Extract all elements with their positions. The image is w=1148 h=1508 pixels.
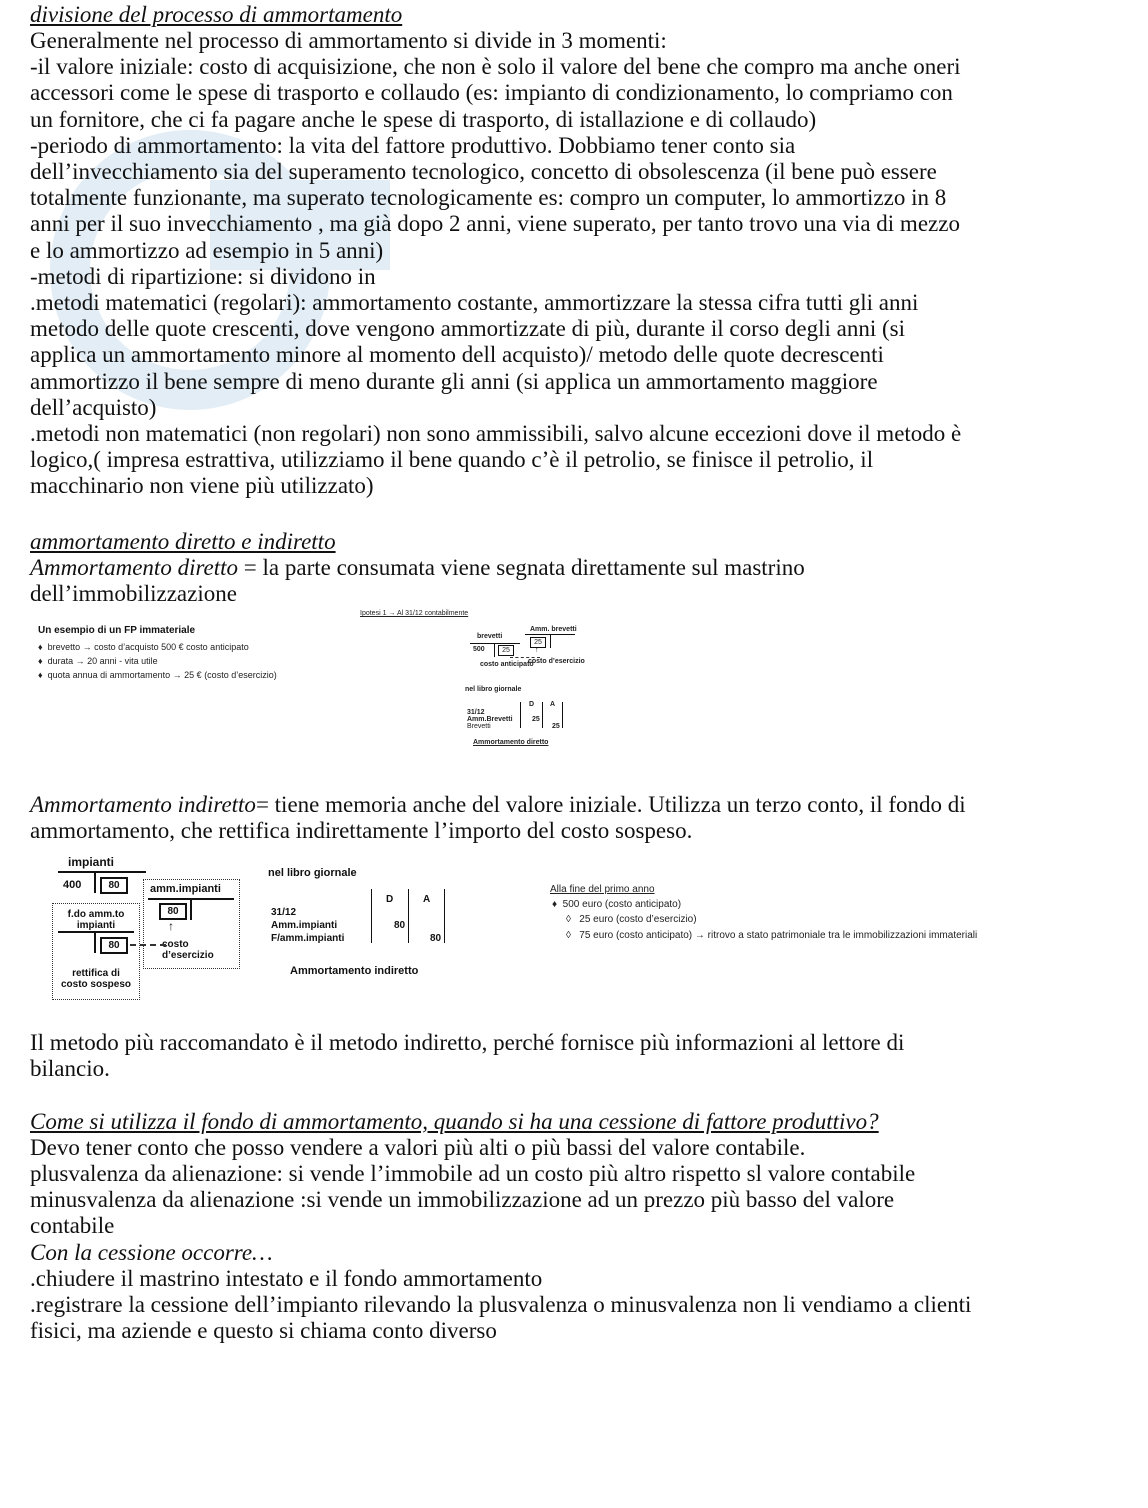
fig2-fondo: f.do amm.to impianti bbox=[67, 909, 125, 931]
fig2-amm-vline bbox=[190, 898, 192, 920]
fig1-vline2 bbox=[542, 702, 543, 728]
section1-line: .metodi matematici (regolari): ammortamento costante, ammortizzare la stessa cifra tutti gli anni bbox=[30, 290, 919, 316]
fig1-v25b: 25 bbox=[530, 637, 546, 648]
fig2-fondo-vline bbox=[94, 931, 96, 953]
indirect-def: = tiene memoria anche del valore iniziale. Utilizza un terzo conto, il fondo di bbox=[255, 792, 966, 817]
fig1-row2-a: 25 bbox=[552, 723, 560, 730]
fig2-v80b: 80 bbox=[100, 937, 128, 954]
section1-body bbox=[30, 28, 961, 500]
fig2-vline1 bbox=[371, 889, 372, 943]
fig1-example-title: Un esempio di un FP immateriale bbox=[38, 625, 196, 636]
fig2-row1-d: 80 bbox=[394, 920, 406, 931]
section1-line: dell’invecchiamento sia del superamento tecnologico, concetto di obsolescenza (il bene può essere bbox=[30, 159, 937, 185]
fig1-vline3 bbox=[562, 702, 563, 728]
fig2-vline3 bbox=[444, 889, 445, 943]
fig1-row1-d: 25 bbox=[532, 716, 540, 723]
s3-line4: contabile bbox=[30, 1213, 115, 1238]
indirect-term: Ammortamento indiretto bbox=[30, 792, 256, 817]
section1-line: ammortizzo il bene sempre di meno durante gli anni (si applica un ammortamento maggiore bbox=[30, 368, 878, 394]
direct-term: Ammortamento diretto bbox=[30, 555, 239, 580]
section1-line: -il valore iniziale: costo di acquisizione, che non è solo il valore del bene che compro ma anche oneri bbox=[30, 54, 961, 80]
section1-line: totalmente funzionante, ma superato tecnologicamente es: compro un computer, lo ammortizzo in 8 bbox=[30, 185, 947, 211]
fig1-vline1 bbox=[520, 702, 521, 728]
fig1-bullet-1-text: brevetto → costo d’acquisto 500 € costo anticipato bbox=[47, 642, 249, 652]
fig1-v25a: 25 bbox=[498, 645, 514, 656]
section-heading-division: divisione del processo di ammortamento bbox=[30, 2, 403, 27]
figure-direct-amortization bbox=[30, 610, 1125, 750]
section1-line: anni per il suo invecchiamento , ma già dopo 2 anni, viene superato, per tanto trovo una via di mezzo bbox=[30, 211, 960, 237]
fig1-v500: 500 bbox=[473, 646, 485, 653]
fig2-caption: Ammortamento indiretto bbox=[290, 965, 419, 977]
section1-line: e lo ammortizzo ad esempio in 5 anni) bbox=[30, 237, 384, 263]
section1-line: -metodi di ripartizione: si dividono in bbox=[30, 263, 376, 289]
s3-line3: minusvalenza da alienazione :si vende un immobilizzazione ad un prezzo più basso del valore bbox=[30, 1187, 895, 1212]
fig2-imp-vline bbox=[94, 871, 96, 893]
fig1-col-a: A bbox=[550, 701, 556, 708]
fig1-bullet-1: ♦ brevetto → costo d’acquisto 500 € costo anticipato bbox=[38, 642, 249, 652]
fig2-vline2 bbox=[408, 889, 409, 943]
fig2-imp-line bbox=[58, 871, 146, 873]
fig2-side-item-1-text: 500 euro (costo anticipato) bbox=[562, 899, 682, 910]
fig1-date: 31/12 bbox=[467, 709, 485, 716]
s3-step1: .chiudere il mastrino intestato e il fondo ammortamento bbox=[30, 1266, 543, 1291]
fig1-costo-esercizio: costo d’esercizio bbox=[528, 658, 585, 665]
fig1-costo-anticipato: costo anticipato bbox=[480, 661, 534, 668]
direct-def: = la parte consumata viene segnata direttamente sul mastrino bbox=[238, 555, 805, 580]
section1-line: Generalmente nel processo di ammortamento si divide in 3 momenti: bbox=[30, 28, 667, 53]
s3-line1: Devo tener conto che posso vendere a valori più alti o più bassi del valore contabile. bbox=[30, 1135, 806, 1160]
fig1-brevetti-line bbox=[470, 643, 520, 644]
fig1-amm-brevetti-label: Amm. brevetti bbox=[530, 626, 577, 633]
fig2-row1: Amm.impianti bbox=[271, 920, 338, 931]
fig1-caption: Ammortamento diretto bbox=[473, 739, 549, 746]
indirect-definition-line2: ammortamento, che rettifica indirettamente l’importo del costo sospeso. bbox=[30, 818, 693, 843]
section1-line: .metodi non matematici (non regolari) non sono ammissibili, salvo alcune eccezioni dove il metodo è bbox=[30, 421, 962, 447]
fig2-v80c: 80 bbox=[159, 903, 187, 920]
fig2-v400: 400 bbox=[63, 879, 82, 891]
fig2-side-item-2-text: 25 euro (costo d’esercizio) bbox=[579, 914, 697, 925]
recommend-line1: Il metodo più raccomandato è il metodo indiretto, perché fornisce più informazioni al lettore di bbox=[30, 1030, 905, 1055]
fig2-impianti: impianti bbox=[68, 855, 115, 869]
fig2-col-d: D bbox=[386, 894, 394, 905]
fig1-row1: Amm.Brevetti bbox=[467, 716, 513, 723]
fig2-date: 31/12 bbox=[271, 907, 297, 918]
section1-line: macchinario non viene più utilizzato) bbox=[30, 473, 374, 499]
direct-definition-line1 bbox=[30, 555, 805, 581]
fig2-arrow: ↑ bbox=[168, 919, 174, 933]
section1-line: accessori come le spese di trasporto e collaudo (es: impianto di condizionamento, lo compriamo con bbox=[30, 80, 953, 106]
fig2-side-item-1: ♦ 500 euro (costo anticipato) bbox=[552, 899, 682, 910]
fig2-amm-impianti: amm.impianti bbox=[150, 883, 221, 895]
figure-indirect-amortization bbox=[30, 855, 1125, 1005]
fig2-row2-a: 80 bbox=[430, 933, 442, 944]
indirect-definition-line1 bbox=[30, 792, 966, 818]
section-heading-cessione: Come si utilizza il fondo di ammortamento, quando si ha una cessione di fattore produttivo? bbox=[30, 1109, 879, 1134]
fig2-libro: nel libro giornale bbox=[268, 867, 357, 879]
section1-line: dell’acquisto) bbox=[30, 394, 157, 420]
fig2-col-a: A bbox=[423, 894, 431, 905]
fig2-dash bbox=[130, 944, 166, 946]
fig1-top-note: Ipotesi 1 → Al 31/12 contabilmente bbox=[360, 610, 469, 617]
direct-definition-line2: dell’immobilizzazione bbox=[30, 581, 237, 606]
section1-line: -periodo di ammortamento: la vita del fattore produttivo. Dobbiamo tener conto sia bbox=[30, 132, 796, 158]
fig2-side-item-2: ◊ 25 euro (costo d’esercizio) bbox=[566, 914, 697, 925]
fig1-amm-vline bbox=[550, 634, 551, 648]
fig1-brevetti-vline bbox=[494, 643, 495, 657]
fig2-side-item-3-text: 75 euro (costo anticipato) → ritrovo a stato patrimoniale tra le immobilizzazioni immateriali bbox=[579, 930, 978, 941]
fig1-col-d: D bbox=[529, 701, 535, 708]
section1-line: applica un ammortamento minore al momento dell acquisto)/ metodo delle quote decrescenti bbox=[30, 342, 884, 368]
fig2-v80a: 80 bbox=[100, 877, 128, 894]
fig2-side-title: Alla fine del primo anno bbox=[550, 884, 655, 895]
section1-line: un fornitore, che ci fa pagare anche le spese di trasporto, di istallazione e di collaudo) bbox=[30, 106, 817, 132]
s3-subheading: Con la cessione occorre… bbox=[30, 1240, 273, 1265]
recommend-line2: bilancio. bbox=[30, 1056, 110, 1081]
fig2-rettifica: rettifica di costo sospeso bbox=[60, 968, 132, 990]
fig2-costo-esercizio: costo d’esercizio bbox=[162, 939, 214, 961]
section1-line: logico,( impresa estrattiva, utilizziamo il bene quando c’è il petrolio, se finisce il petrolio, il bbox=[30, 447, 874, 473]
fig1-bullet-2: ♦ durata → 20 anni - vita utile bbox=[38, 656, 158, 666]
fig2-side-item-3: ◊ 75 euro (costo anticipato) → ritrovo a stato patrimoniale tra le immobilizzazioni immateriali bbox=[566, 930, 978, 941]
fig1-brevetti-label: brevetti bbox=[477, 633, 503, 640]
fig1-bullet-3: ♦ quota annua di ammortamento → 25 € (costo d’esercizio) bbox=[38, 670, 277, 680]
s3-step3: fisici, ma aziende e questo si chiama conto diverso bbox=[30, 1318, 497, 1343]
fig2-fondo-line bbox=[58, 931, 134, 933]
s3-step2: .registrare la cessione dell’impianto rilevando la plusvalenza o minusvalenza non li vendiamo a clienti bbox=[30, 1292, 972, 1317]
fig1-bullet-2-text: durata → 20 anni - vita utile bbox=[47, 656, 158, 666]
fig1-arrow: ↑ bbox=[535, 647, 539, 654]
fig1-row2: Brevetti bbox=[467, 723, 491, 730]
fig2-row2: F/amm.impianti bbox=[271, 933, 345, 944]
s3-line2: plusvalenza da alienazione: si vende l’immobile ad un costo più altro rispetto sl valore contabile bbox=[30, 1161, 916, 1186]
fig1-libro: nel libro giornale bbox=[465, 686, 522, 693]
section1-line: metodo delle quote crescenti, dove vengono ammortizzate di più, durante il corso degli anni (si bbox=[30, 316, 906, 342]
fig1-bullet-3-text: quota annua di ammortamento → 25 € (costo d’esercizio) bbox=[47, 670, 277, 680]
section-heading-direct-indirect: ammortamento diretto e indiretto bbox=[30, 529, 336, 554]
